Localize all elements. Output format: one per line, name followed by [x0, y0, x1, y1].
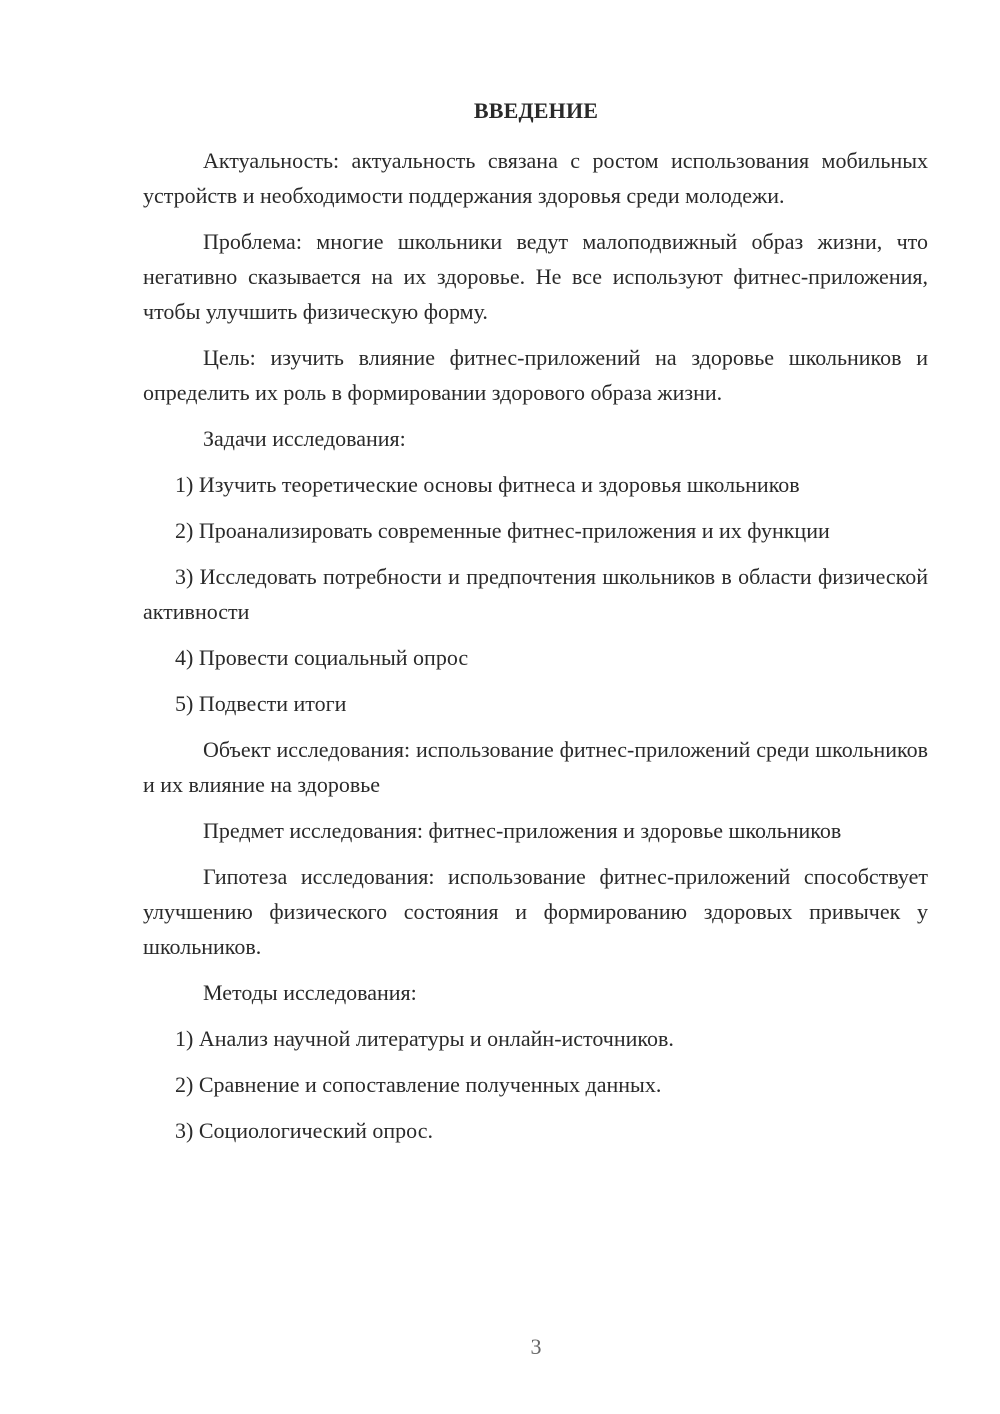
- task-item-2: 2) Проанализировать современные фитнес-приложения и их функции: [175, 518, 830, 543]
- task-item-4: 4) Провести социальный опрос: [175, 645, 469, 670]
- task-item-1: 1) Изучить теоретические основы фитнеса и здоровья школьников: [175, 472, 800, 497]
- method-item-1: 1) Анализ научной литературы и онлайн-источников.: [175, 1026, 674, 1051]
- relevance-paragraph: Актуальность: актуальность связана с ростом использования мобильных устройств и необходимости поддержания здоровья среди молодежи.: [143, 148, 928, 208]
- hypothesis-paragraph: Гипотеза исследования: использование фитнес-приложений способствует улучшению физического состояния и формированию здоровых привычек у школьников.: [143, 864, 928, 959]
- document-body: [143, 143, 928, 1159]
- page-number: 3: [530, 1334, 542, 1359]
- page-title: ВВЕДЕНИЕ: [473, 98, 599, 123]
- method-item-3: 3) Социологический опрос.: [175, 1118, 433, 1143]
- task-item-5: 5) Подвести итоги: [175, 691, 347, 716]
- tasks-heading: Задачи исследования:: [203, 426, 406, 451]
- method-item-2: 2) Сравнение и сопоставление полученных данных.: [175, 1072, 662, 1097]
- subject-paragraph: Предмет исследования: фитнес-приложения и здоровье школьников: [203, 818, 842, 843]
- methods-heading: Методы исследования:: [203, 980, 417, 1005]
- task-item-3: 3) Исследовать потребности и предпочтения школьников в области физической активности: [143, 564, 928, 624]
- goal-paragraph: Цель: изучить влияние фитнес-приложений на здоровье школьников и определить их роль в формировании здорового образа жизни.: [143, 345, 928, 405]
- problem-paragraph: Проблема: многие школьники ведут малоподвижный образ жизни, что негативно сказывается на их здоровье. Не все используют фитнес-приложения, чтобы улучшить физическую форму.: [143, 229, 928, 324]
- object-paragraph: Объект исследования: использование фитнес-приложений среди школьников и их влияние на здоровье: [143, 737, 928, 797]
